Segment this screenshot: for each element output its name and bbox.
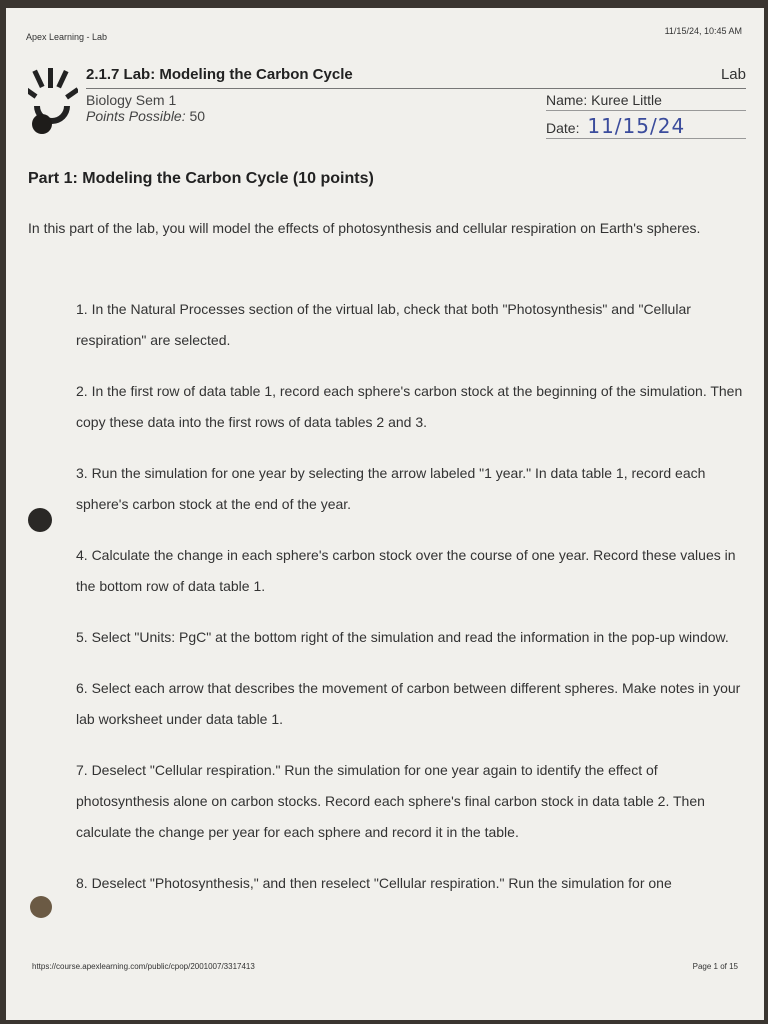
step-item: 1. In the Natural Processes section of the virtual lab, check that both "Photosynthesis" and "Cellular respiration" are selected.	[76, 301, 691, 348]
name-value: Kuree Little	[591, 92, 662, 108]
step-item: 2. In the first row of data table 1, record each sphere's carbon stock at the beginning of the simulation. Then copy these data into the first rows of data tables 2 and 3.	[76, 383, 743, 430]
binder-hole	[28, 508, 52, 532]
student-name-field	[546, 92, 746, 111]
points-label: Points Possible:	[86, 108, 186, 124]
step-item: 7. Deselect "Cellular respiration." Run the simulation for one year again to identify the effect of photosynthesis alone on carbon stocks. Record each sphere's final carbon stock in data table 2. Then calculate the change per year for each sphere and record it in the table.	[76, 762, 705, 840]
lab-type-tag: Lab	[720, 66, 746, 83]
binder-hole	[30, 896, 52, 918]
page-number: Page 1 of 15	[692, 962, 738, 971]
handwritten-date: 11/15/24	[587, 114, 686, 138]
title-divider	[86, 88, 746, 89]
step-item: 8. Deselect "Photosynthesis," and then reselect "Cellular respiration." Run the simulation for one	[76, 875, 672, 891]
print-source: Apex Learning - Lab	[26, 32, 108, 42]
procedure-steps	[76, 294, 746, 919]
date-label: Date:	[546, 120, 580, 136]
part1-heading: Part 1: Modeling the Carbon Cycle (10 points)	[28, 170, 374, 187]
apex-sunburst-logo-icon	[28, 68, 78, 134]
step-item: 3. Run the simulation for one year by selecting the arrow labeled "1 year." In data table 1, record each sphere's carbon stock at the end of the year.	[76, 465, 706, 512]
step-item: 5. Select "Units: PgC" at the bottom right of the simulation and read the information in the pop-up window.	[76, 629, 729, 645]
points-value: 50	[189, 108, 206, 124]
print-url: https://course.apexlearning.com/public/cpop/2001007/3317413	[32, 962, 255, 971]
worksheet-page	[6, 8, 764, 1020]
name-label: Name:	[546, 92, 588, 108]
date-field	[546, 114, 746, 139]
points-possible	[86, 108, 205, 124]
step-item: 6. Select each arrow that describes the movement of carbon between different spheres. Make notes in your lab worksheet under data table 1.	[76, 680, 741, 727]
lab-title: 2.1.7 Lab: Modeling the Carbon Cycle	[86, 66, 353, 83]
part1-intro: In this part of the lab, you will model the effects of photosynthesis and cellular respiration on Earth's spheres.	[28, 220, 701, 236]
course-name: Biology Sem 1	[86, 92, 177, 108]
step-item: 4. Calculate the change in each sphere's carbon stock over the course of one year. Record these values in the bottom row of data table 1.	[76, 547, 736, 594]
print-timestamp: 11/15/24, 10:45 AM	[664, 26, 742, 36]
